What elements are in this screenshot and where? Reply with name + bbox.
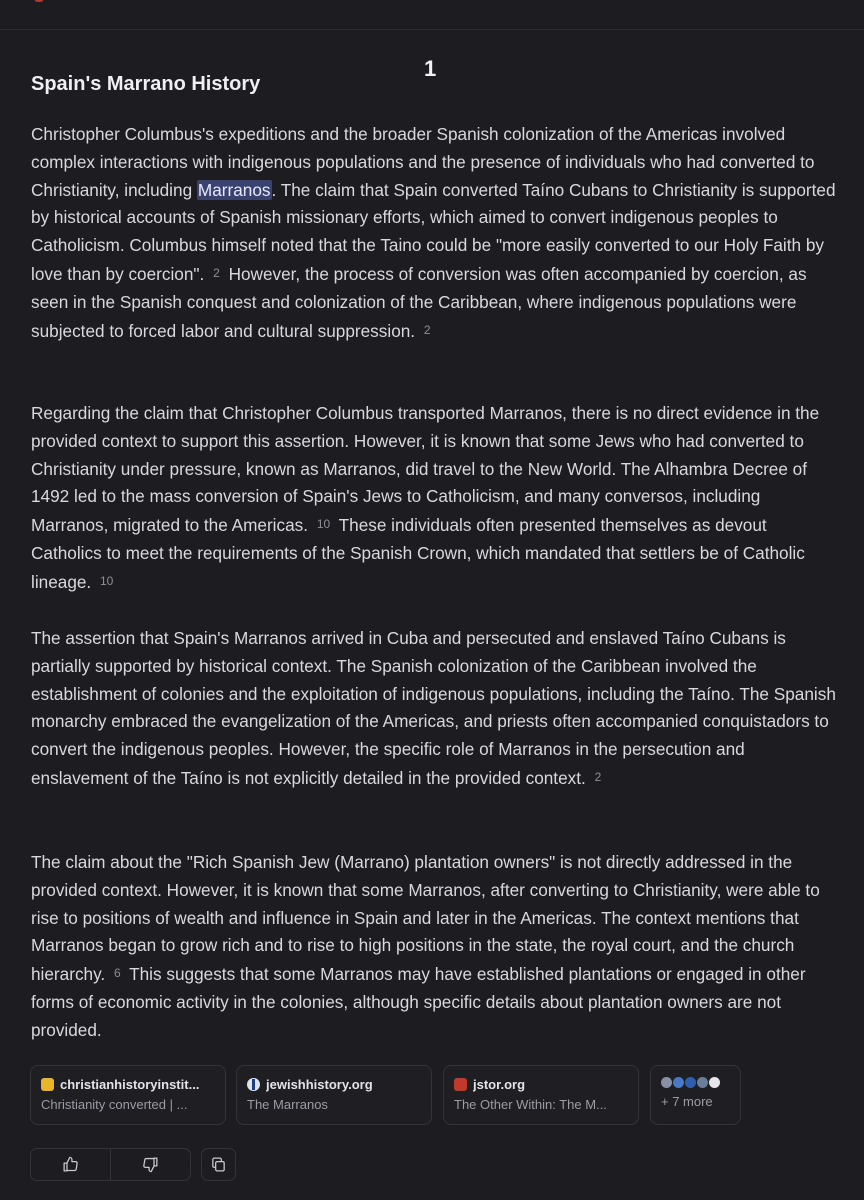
citation-badge[interactable]: 2 bbox=[213, 265, 220, 280]
thumbs-down-button[interactable] bbox=[110, 1149, 190, 1180]
answer-paragraph: The claim about the "Rich Spanish Jew (Marrano) plantation owners" is not directly addressed in the provided context. However, it is known that some Marranos, after converting to Christianity, were able to rise to positions of wealth and influence in Spain and later in the Americas. The context mentions that Marranos began to grow rich and to rise to high positions in the state, the royal court, and the church hierarchy. 6 This suggests that some Marranos may have established plantations or engaged in other forms of economic activity in the colonies, although specific details about plantation owners are not provided. bbox=[31, 852, 820, 1040]
thumbs-up-icon bbox=[62, 1156, 79, 1173]
highlighted-term[interactable]: Marranos bbox=[197, 179, 271, 200]
source-card[interactable] bbox=[443, 1065, 639, 1125]
source-description: The Other Within: The M... bbox=[454, 1097, 607, 1112]
source-card[interactable] bbox=[236, 1065, 432, 1125]
source-domain: christianhistoryinstit... bbox=[60, 1077, 200, 1092]
logo-fragment bbox=[34, 0, 44, 2]
more-sources-label: + 7 more bbox=[661, 1094, 713, 1109]
citation-badge[interactable]: 10 bbox=[316, 517, 331, 532]
divider bbox=[0, 29, 864, 30]
answer-title: Spain's Marrano History bbox=[31, 73, 261, 95]
citation-badge[interactable]: 10 bbox=[100, 573, 114, 588]
copy-icon bbox=[210, 1156, 227, 1173]
thumbs-up-button[interactable] bbox=[31, 1149, 110, 1180]
copy-button[interactable] bbox=[201, 1148, 236, 1181]
source-card[interactable] bbox=[30, 1065, 226, 1125]
citation-badge[interactable]: 2 bbox=[594, 769, 602, 784]
favicon-stack-icon bbox=[661, 1077, 730, 1088]
more-sources-card[interactable] bbox=[650, 1065, 741, 1125]
citation-badge[interactable]: 6 bbox=[113, 966, 121, 981]
jstor-favicon-icon bbox=[454, 1078, 467, 1091]
source-domain: jewishhistory.org bbox=[266, 1077, 373, 1092]
top-bar bbox=[0, 0, 864, 30]
answer-paragraph: The assertion that Spain's Marranos arrived in Cuba and persecuted and enslaved Taíno Cubans is partially supported by historical context. The Spanish colonization of the Caribbean involved the establishment of colonies and the exploitation of indigenous populations, including the Taíno. The Spanish monarchy embraced the evangelization of the Americas, and priests often accompanied conquistadors to convert the indigenous peoples. However, the specific role of Marranos in the persecution and enslavement of the Taíno is not explicitly detailed in the provided context. 2 bbox=[31, 628, 836, 788]
source-description: Christianity converted | ... bbox=[41, 1097, 188, 1112]
answer-paragraph: Christopher Columbus's expeditions and the broader Spanish colonization of the Americas involved complex interactions with indigenous populations and the presence of individuals who had converted to Christianity, including Marranos. The claim that Spain converted Taíno Cubans to Christianity is supported by historical accounts of Spanish missionary efforts, which aimed to convert indigenous peoples to Catholicism. Columbus himself noted that the Taino could be "more easily converted to our Holy Faith by love than by coercion". 2 However, the process of conversion was often accompanied by coercion, as seen in the Spanish conquest and colonization of the Caribbean, where indigenous populations were subjected to forced labor and cultural suppression. 2 bbox=[31, 124, 836, 341]
source-domain: jstor.org bbox=[473, 1077, 526, 1092]
feedback-buttons bbox=[30, 1148, 191, 1181]
source-description: The Marranos bbox=[247, 1097, 328, 1112]
jewish-history-favicon-icon bbox=[247, 1078, 260, 1091]
thumbs-down-icon bbox=[142, 1156, 159, 1173]
citation-badge[interactable]: 2 bbox=[423, 322, 431, 337]
christian-history-favicon-icon bbox=[41, 1078, 54, 1091]
answer-paragraph: Regarding the claim that Christopher Columbus transported Marranos, there is no direct evidence in the provided context to support this assertion. However, it is known that some Jews who had converted to Christianity under pressure, known as Marranos, did travel to the New World. The Alhambra Decree of 1492 led to the mass conversion of Spain's Jews to Catholicism, and many conversos, including Marranos, migrated to the Americas. 10 These individuals often presented themselves as devout Catholics to meet the requirements of the Spanish Crown, which mandated that settlers be of Catholic lineage. 10 bbox=[31, 403, 820, 592]
page-number: 1 bbox=[424, 56, 437, 81]
